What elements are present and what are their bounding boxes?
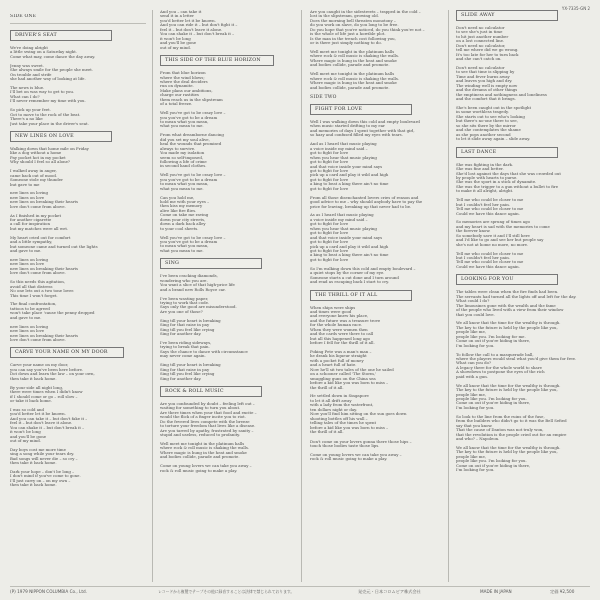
lyric-stanza: Tell me who could be closer to me but I couldn't feel her pain. Tell me who could be closer to me Could we have this dance again. xyxy=(456,197,524,216)
lyric-stanza: Are you confounded by doubt – feeling left out – waiting for something to turn you about. Are there times when your that food and excite – would the flick of a finger incite you to riot. Do the fevered lives compete with the breeze to torture your freedom that lives like a disease. Are you tarred by apathy, frustrated by sanity – stupid and useless, reduced to profanity. xyxy=(160,400,257,438)
copy-notice: レコードから複製でテープその他に録音することは法律で禁じられております。 xyxy=(158,589,295,594)
column-3 xyxy=(310,10,446,467)
lyric-stanza: Well I was walking down this cold and empty boulevard when music started drifting to my ear and memories of days I spent together with that girl, so hazy and confused filled my eyes with tears. xyxy=(310,119,420,138)
song-fight-for-love xyxy=(310,104,446,285)
lyric-stanza: As I finished in my pocket for another cigarette a call for inspiration but my matches were all wet. xyxy=(10,212,69,231)
song-drivers-seat xyxy=(10,30,146,126)
lyric-stanza: From what dreamborne dancing did you set my soul alive, heal the wounds that promised always to survive. You made my isolation seem so self-imposed, following a life of crime in second hand clothes. xyxy=(160,132,224,169)
lyric-stanza: So I'm walking down this cold and empty boulevard – a quiet stops by the corner of my eye. Someone starts a cut done and I turn around and read as escaping back I start to cry. xyxy=(310,265,416,285)
lyric-stanza: I walked away in anger, came back out of mood. Someone stole my thunder but gave to me xyxy=(10,168,63,187)
song-title: LAST DANCE xyxy=(456,147,558,158)
lyric-stanza: He settled down in Singapore to let it all drift away with a lady from the waterfront, ten dollars night or day. Now you'll find him sitting on the sun goes down shooting bottles off his wall – telling tales of the times he spent before a kid like you was born to miss – the thrill of it all. xyxy=(310,393,407,435)
lyric-stanza: new lines on loving new lines on love new lines on breaking their hearts love don't come from above. xyxy=(10,190,79,209)
song-carve-your-name xyxy=(10,347,146,487)
lyric-stanza: Sing till your heart is breaking Sing for that raise in pay Sing till you feel like crying Sing for another day. xyxy=(160,317,221,337)
lyric-stanza: I've been riding sideways, trying to break that pain. Says the chance to dance with circumstance may never come again. xyxy=(160,339,248,359)
lyric-stanza: Carve your name on my door, you can say you've been here before. Dot down and learn the law – on your own, then take it back home. xyxy=(10,362,95,381)
lyric-stanza: I was so cold and you'd better let it be known. And you can take it – but don't fake it – feel it – but don't leave it alone. You can shake it – but don't break it – it won't be long and you'll be gone out of my mind. xyxy=(10,406,88,443)
lyric-stanza: Don't need no calculator to see that time is slipping by Time and fever burns away and leaves you high and dry. The winding well is empty now and the dreams of other things the emptiness and nothingness and loneliness and the comfort that it brings. xyxy=(456,65,547,102)
lyric-stanza: Walking down that home mile on Friday like a dog without a home Pay pocket hot in my pocket Why should I feel so all alone? xyxy=(10,145,89,165)
song-sing xyxy=(160,258,296,381)
lyric-stanza: The tables were clean when the fire finds had been. The servants had turned all the lights off and left for the day. What could I do? The limousines gone with the wealth and the fame of the people who lived with a view from their window that you could love. xyxy=(456,289,577,317)
column-2 xyxy=(160,10,296,478)
price-code: 定価 ¥2,500 xyxy=(550,589,575,594)
lyric-stanza: To follow the call to a masquerade ball, where the players would steal what you'd give them for free. What can you do? A legacy there for the whole world to share A showdown to postpone the eyes of the rich paid with a gun. xyxy=(456,351,577,379)
column-divider xyxy=(301,10,302,582)
lyric-stanza: My heart cried out for comfort and a little sympathy, but someone came and turned out the lights and gave to me. xyxy=(10,234,98,254)
lyric-stanza: I've been wasting paper, trying to work that code. Says only the good are misunderstood. Are you one of those? xyxy=(160,295,237,314)
song-title: ROCK & ROLL MUSIC xyxy=(160,386,262,397)
column-divider xyxy=(448,10,449,582)
lyric-stanza: We all know that the time for the wealthy is through. The key to the future is held by the people like you, people like me, people like you. I'm looking for you. Come on out if you're hiding in there, I'm looking for you. xyxy=(456,444,561,473)
lyric-stanza: I've been cracking diamonds, wondering who you are. You want a slice of that high-price life and a brand new Rolls Royce car. xyxy=(160,273,235,292)
song-title: THE THRILL OF IT ALL xyxy=(310,290,412,301)
lyric-stanza: So pick up your feet. Got to move to the rock of the beat. There's a no like Just take your place in the driver's seat. xyxy=(10,107,89,126)
lyric-stanza: Well meet me tonight in the platinum halls where rock & roll music is shaking the walls. Where magic is hung in the heat and smoke and bodies collide, parade and promote. xyxy=(160,440,250,460)
song-thrill-of-it-all xyxy=(310,290,446,435)
side-two-label: SIDE TWO xyxy=(310,95,337,101)
lyric-stanza: As as I heard that music playing a voice inside my mind said – got to fight for love when you hear that music playing got to fight for love and that voice inside your mind says got to fight for love pick up a card and play it wild and high got to fight for love a king to beat a king there ain't no time got to fight for love xyxy=(310,212,389,262)
lyric-stanza: Well you've got to be crazy love – you you've got to be a dream to mean what you mean, what you mean to me. xyxy=(160,172,226,191)
lyric-stanza: So this needs this agitation, avoid all that distress No one lets out a two tone lover. This time I won't forget. xyxy=(10,279,75,298)
lyric-stanza: Well meet me tonight in the platinum halls where rock & roll music is shaking the walls. Where magic is hung in the heat and smoke and bodies collide, parade and promote. xyxy=(310,49,400,68)
distributor-text: 発売元・日本コロムビア株式会社 xyxy=(358,589,421,594)
lyric-stanza: new lines on loving new lines on love new lines on breaking their hearts love don't come from above. xyxy=(10,256,79,276)
song-title: DRIVER'S SEAT xyxy=(10,30,112,41)
lyric-stanza: She was fighting in the dark. She was fine and better. She'd lost against the days that she was crowded out by people with hearts to purse. She was the sport in a stick of dynamite. She was the trigger to a gun without a bullet to fire to make it all alright, alright. xyxy=(456,161,561,194)
divider xyxy=(10,23,146,24)
song-new-lines-on-love xyxy=(10,131,146,342)
lyric-stanza: Well meet me tonight in the platinum halls where rock & roll music is shaking the walls. Where magic is hung in the heat and smoke and bodies collide, parade and promote. xyxy=(310,71,400,90)
lyric-stanza: From all those disenchanted lovers cries of reason and good advice to me – why should anybody have to pay the price for leaving, breaking up that never had to be. xyxy=(310,194,423,209)
song-blue-horizon xyxy=(160,55,296,253)
lyric-stanza: Well you've got to be crazy love – you you've got to be a dream to mean what you mean, what you mean to me. xyxy=(160,110,226,129)
lyric-stanza: The final confrontation, tattoos to be agreed won't take place 'cause the penny dropped and gave to me. xyxy=(10,301,95,320)
lyric-stanza: Well you've got to be crazy love – you you've got to be a dream to mean what you mean, what you mean to me. xyxy=(160,234,226,253)
lyric-stanza: Dark your hope – don't be long – I don't mind if you've come to gone. I'll just carry on – on my own – then take it back home. xyxy=(10,469,81,488)
column-4 xyxy=(456,10,592,478)
lyric-stanza: And you – can take it send it in a letter you'd better let it be known. And you can ride it – but don't fight it – feel it – but don't leave it alone. You can shake it – but don't break it – it won't be long and you'll be gone out of my mind. xyxy=(160,10,238,50)
song-title: THIS SIDE OF THE BLUE HORIZON xyxy=(160,55,274,66)
song-looking-for-you xyxy=(456,274,592,472)
lyric-stanza: She's been caught out in the spotlight in some worthless tragedy. She starts out to see who's looking but there's no-one there to see, so she sits there by the mirror and she contemplates the shame as she pops another second to let it slide away again – slide away. xyxy=(456,105,532,142)
lyric-stanza: Tell me who could be closer to me but I couldn't feel her pain. Tell me who could be closer to me Could we have this dance again. xyxy=(456,250,524,269)
lyric-stanza: Are you caught in the sidestreets – trapped in the cold – lost in the slipstream, growing old. Does the morning bell threaten monotony – do you work on slave, do you long to be free. Do you hope that you're noticed, do you think you're not – is the whole of life just a horrible plot. Is the man in the trench cost following you, or is there just simply nothing to do. xyxy=(310,10,425,46)
lyric-stanza: The news is blue. I'll bet on was way to get to you. What can I do? I'll never remember my time with you. xyxy=(10,84,86,104)
song-title: CARVE YOUR NAME ON MY DOOR xyxy=(10,347,124,358)
song-continuation xyxy=(160,10,296,50)
lyric-stanza: Jenny was sweet. She always smile for the people she meet. On trouble and strife she had another way of looking at life. xyxy=(10,62,94,82)
catalog-number: YX-7335-GN 2 xyxy=(561,6,590,11)
lyric-stanza: We all know that the time for the wealthy is through. The key to the future is held by the people like you, people like me, people like you. I'm looking for me. Come on out if you're hiding in there, I'm looking for you. xyxy=(456,320,561,348)
lyric-stanza: Poking Pete was a man's man – he drank his liqueur straight with a pocket full of money and a heart full of hate. Now he'll sit two tales of the one he sailed on a schooner called 'The Storm,' smuggling guns on the China sea before a kid like you was born to miss – the thrill of it all. xyxy=(310,349,394,390)
lyric-stanza: Day boys cost me more time sing a song while your tears dry. Bad songs will never die – so cry – then take it back home. xyxy=(10,446,78,466)
lyric-stanza: Come on young lovers we can take you away – rock & roll music going to make a play. xyxy=(160,463,252,473)
column-divider xyxy=(152,10,153,582)
lyric-stanza: new lines on loving new lines on love new lines on breaking their hearts love don't come from above. xyxy=(10,323,79,342)
lyric-stanza: And as I heard that music playing a voice inside my mind said – got to fight for love when you hear that music playing got to fight for love and that voice inside your mind says got to fight for love pick up a card and play it wild and high got to fight for love a king to beat a king there ain't no time got to fight for love xyxy=(310,141,389,191)
lyric-stanza: Don't need no calculator to see she's just in time to hit just another number on a lost connected line. Don't need no calculator, tell me where did we go wrong. It's too late for her to turn back and she can't catch on. xyxy=(456,25,519,62)
column-1 xyxy=(10,14,146,493)
song-title: NEW LINES ON LOVE xyxy=(10,131,112,142)
song-last-dance xyxy=(456,147,592,270)
song-continuation xyxy=(310,10,446,90)
song-slide-away xyxy=(456,10,592,142)
lyric-stanza: We're doing alright a little swing on a Saturday night. Come what may, come dance the day away. xyxy=(10,45,96,59)
lyric-stanza: Don't come on your lovers gonna there those hips – touch those bodies taste those lips. xyxy=(310,438,412,449)
lyric-stanza: Can you hold me, hold me with your eyes – then kiss my memory alive like fire flies. Come on take me raving down your city streets, down a dark back alley to your cool sheets. xyxy=(160,194,210,231)
lyric-stanza: Sing till your heart is breaking Sing for that raise in pay Sing till you feel like crying Sing for another day. xyxy=(160,362,221,381)
lyric-stanza: Come on young lovers we can take you away – rock & roll music going to make a play. xyxy=(310,451,402,462)
song-title: LOOKING FOR YOU xyxy=(456,274,558,285)
lyric-stanza: By your side all night long, there were times when I didn't know if I should come or go – roll slow – or take it back home. xyxy=(10,384,83,403)
made-in-japan: MADE IN JAPAN xyxy=(480,589,512,594)
lyric-stanza: When ships were ships and times were good and everyone knew his place, and the future was a treasure trove for the whole human race. When they were women then and the cards were there to call but all this happened long ago before I fell for the thrill of it all. xyxy=(310,304,381,346)
copyright-text: (P) 1979 NIPPON COLUMBIA Co., Ltd. xyxy=(10,589,87,594)
song-title: SING xyxy=(160,258,262,269)
lyric-stanza: So memories are sprung of times ago and my heart is sad with the memories to come the forever know. So somebody save it and I'll still here and I'd like to go and see her but people say she's not at home no more, no more. xyxy=(456,219,550,247)
lyric-stanza: We all know that the time for the wealthy is through. The key to the future is held by the people like you, people like me, people like you. I'm looking for you. Come on out if you're hiding in there, I'm looking for you. xyxy=(456,382,561,410)
song-title: SLIDE AWAY xyxy=(456,10,558,21)
song-continuation xyxy=(310,440,446,462)
lyric-stanza: So look to the line from the ruins of the fuse, from the builders who didn't go to it was the Bell Sefied say that you know. That the cause of Danton was not truly won, that the revolution is the people cried out for an empire and who? – Napoleon. xyxy=(456,413,567,442)
song-title: FIGHT FOR LOVE xyxy=(310,104,412,115)
lyric-stanza: From that blue horizon where the wind blows; where the deal deciders run on dynamite. Make plans our ambitions, charge our rastities them reach us in the slipstream of a total freeze. xyxy=(160,70,223,107)
footer xyxy=(10,586,590,596)
side-one-label: SIDE ONE xyxy=(10,14,37,19)
song-rock-and-roll-music xyxy=(160,386,296,473)
